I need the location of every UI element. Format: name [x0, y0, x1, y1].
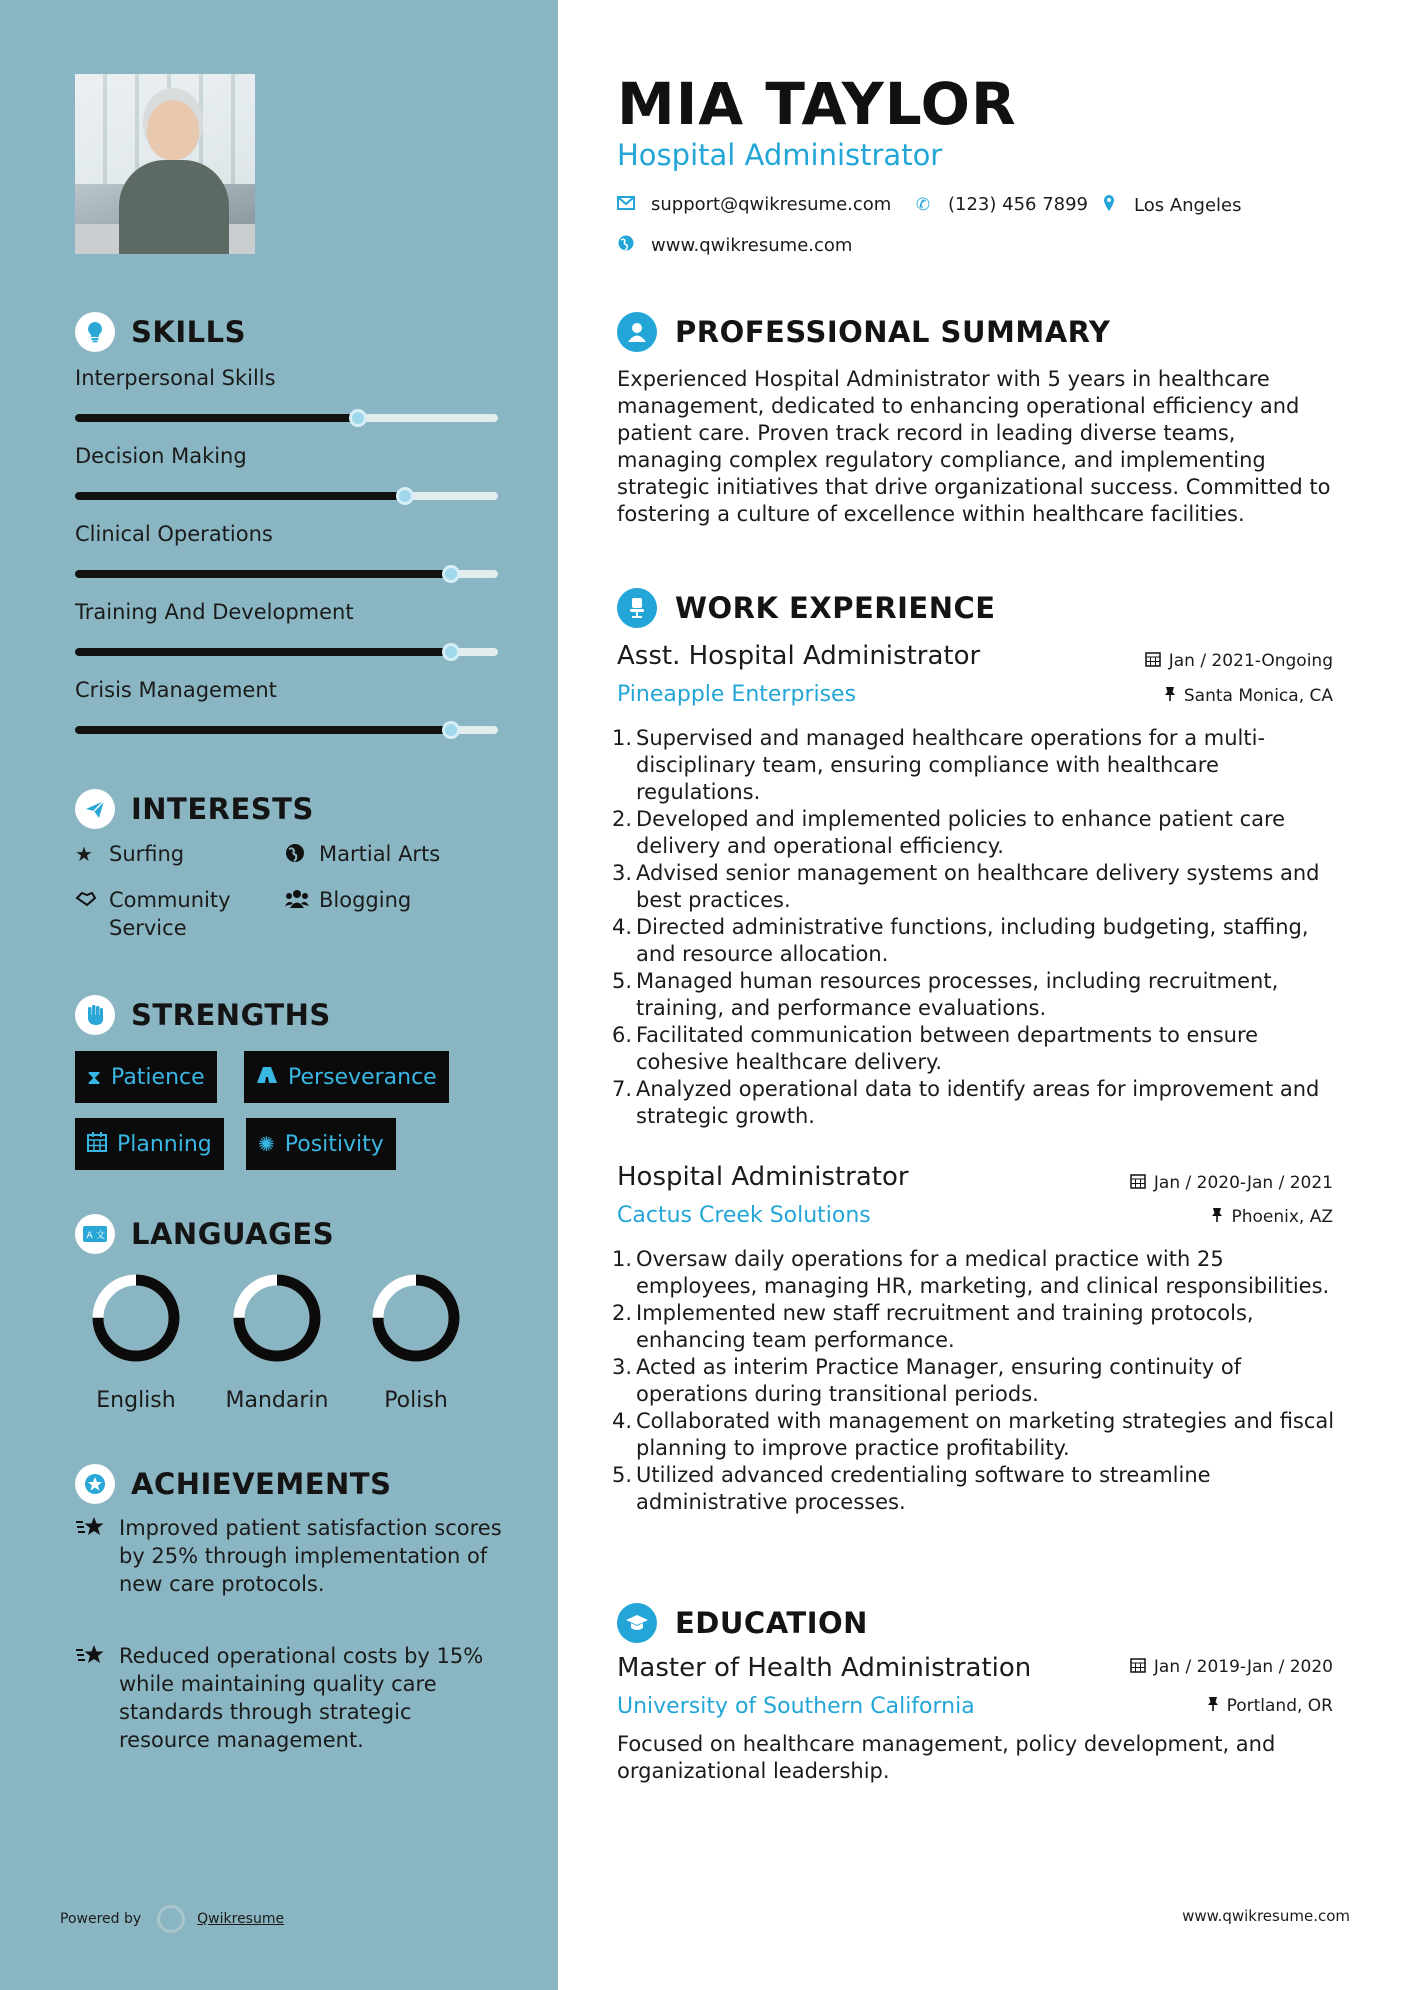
- qwikresume-logo-icon: [157, 1905, 185, 1933]
- sidebar: [0, 0, 558, 1990]
- summary-text: Experienced Hospital Administrator with 5 years in healthcare management, dedicated to enhancing operational efficiency and patient care. Proven track record in leading diverse teams, managing complex regulatory compliance, and implementing strategic initiatives that drive organizational success. Committed to fostering a culture of excellence within healthcare facilities.: [617, 367, 1331, 526]
- candidate-role: Hospital Administrator: [617, 138, 943, 172]
- skill-label: Decision Making: [75, 444, 247, 468]
- fist-icon: [75, 995, 115, 1035]
- degree-title: Master of Health Administration: [617, 1653, 1032, 1683]
- achievements-title: ACHIEVEMENTS: [131, 1467, 392, 1501]
- contact-phone[interactable]: ✆ (123) 456 7899: [915, 194, 1089, 215]
- envelope-icon: [617, 195, 635, 215]
- education-location: Portland, OR: [1207, 1696, 1333, 1716]
- strength-tag: ⧗ Patience: [75, 1051, 217, 1103]
- job-dates: Jan / 2021-Ongoing: [1145, 651, 1333, 671]
- languages-heading: [75, 1214, 334, 1254]
- skill-label: Clinical Operations: [75, 522, 273, 546]
- strength-tag: Perseverance: [244, 1051, 449, 1103]
- list-item: 2. Developed and implemented policies to enhance patient care delivery and operational efficiency.: [612, 807, 1286, 858]
- contact-email[interactable]: support@qwikresume.com: [617, 194, 891, 215]
- skill-label: Training And Development: [75, 600, 354, 624]
- list-item: 7. Analyzed operational data to identify areas for improvement and strategic growth.: [612, 1077, 1320, 1128]
- summary-heading: [617, 312, 1110, 352]
- language-ring: [88, 1270, 184, 1366]
- skill-label: Crisis Management: [75, 678, 277, 702]
- interest-item: Martial Arts: [285, 840, 440, 870]
- calendar-icon: [1130, 1657, 1146, 1677]
- strength-tag: ✺ Positivity: [246, 1118, 396, 1170]
- summary-title: PROFESSIONAL SUMMARY: [675, 315, 1111, 349]
- skill-bar: [75, 414, 498, 422]
- qwikresume-link[interactable]: Qwikresume: [197, 1911, 285, 1927]
- list-item: 1. Supervised and managed healthcare operations for a multi-disciplinary team, ensuring compliance with healthcare regulations.: [612, 726, 1266, 804]
- education-heading: [617, 1603, 868, 1643]
- strengths-heading: [75, 995, 331, 1035]
- hourglass-icon: ⧗: [87, 1065, 102, 1089]
- list-item: 3. Advised senior management on healthcare delivery systems and best practices.: [612, 861, 1320, 912]
- job-bullets: [612, 725, 1337, 1130]
- office-chair-icon: [617, 588, 657, 628]
- experience-title: WORK EXPERIENCE: [675, 591, 996, 625]
- job-title: Hospital Administrator: [617, 1162, 909, 1192]
- education-dates: Jan / 2019-Jan / 2020: [1130, 1657, 1333, 1677]
- language-item: [222, 1270, 332, 1413]
- skills-heading: [75, 312, 246, 352]
- education-title: EDUCATION: [675, 1606, 868, 1640]
- language-item: [361, 1270, 471, 1413]
- pin-icon: [1207, 1696, 1219, 1716]
- graduation-cap-icon: [617, 1603, 657, 1643]
- skill-item: [75, 522, 498, 546]
- road-icon: [256, 1065, 278, 1089]
- list-item: 6. Facilitated communication between departments to ensure cohesive healthcare delivery.: [612, 1023, 1259, 1074]
- skill-bar: [75, 492, 498, 500]
- language-ring: [229, 1270, 325, 1366]
- calendar-icon: [1130, 1173, 1146, 1193]
- skill-bar: [75, 726, 498, 734]
- language-label: Mandarin: [225, 1388, 329, 1413]
- shooting-star-icon: [75, 1514, 119, 1598]
- skill-item: [75, 366, 498, 390]
- skill-bar: [75, 570, 498, 578]
- strength-tag: Planning: [75, 1118, 224, 1170]
- profile-photo: [75, 74, 255, 254]
- language-item: [81, 1270, 191, 1413]
- company-name: Pineapple Enterprises: [617, 682, 857, 707]
- job-location: Phoenix, AZ: [1211, 1207, 1333, 1227]
- map-pin-icon: [1100, 194, 1118, 217]
- job-title: Asst. Hospital Administrator: [617, 641, 981, 671]
- list-item: 3. Acted as interim Practice Manager, ensuring continuity of operations during transitional periods.: [612, 1355, 1242, 1406]
- interest-item: Community Service: [75, 886, 265, 942]
- skill-item: [75, 678, 498, 702]
- lightbulb-icon: [75, 312, 115, 352]
- star-badge-icon: [75, 1464, 115, 1504]
- phone-icon: ✆: [915, 194, 931, 215]
- education-text: Focused on healthcare management, policy development, and organizational leadership.: [617, 1732, 1276, 1783]
- interests-title: INTERESTS: [131, 792, 314, 826]
- interests-heading: [75, 789, 314, 829]
- contact-location: Los Angeles: [1100, 194, 1242, 217]
- star-icon: ★: [75, 842, 93, 866]
- job-bullets: [612, 1246, 1337, 1516]
- company-name: Cactus Creek Solutions: [617, 1203, 871, 1228]
- list-item: 1. Oversaw daily operations for a medical practice with 25 employees, managing HR, marketing, and clinical responsibilities.: [612, 1247, 1330, 1298]
- language-ring: [368, 1270, 464, 1366]
- job-dates: Jan / 2020-Jan / 2021: [1130, 1173, 1333, 1193]
- skill-item: [75, 600, 498, 624]
- languages-title: LANGUAGES: [131, 1217, 335, 1251]
- calendar-icon: [87, 1132, 107, 1157]
- language-icon: [75, 1214, 115, 1254]
- powered-by: Powered by Qwikresume: [60, 1905, 284, 1933]
- shooting-star-icon: [75, 1642, 119, 1754]
- pin-icon: [1164, 686, 1176, 706]
- skills-title: SKILLS: [131, 315, 246, 349]
- svg-text:文: 文: [96, 1231, 106, 1241]
- achievement-item: Improved patient satisfaction scores by 25% through implementation of new care protocols.: [75, 1514, 505, 1598]
- list-item: 5. Utilized advanced credentialing software to streamline administrative processes.: [612, 1463, 1211, 1514]
- list-item: 5. Managed human resources processes, including recruitment, training, and performance evaluations.: [612, 969, 1279, 1020]
- list-item: 4. Collaborated with management on marketing strategies and fiscal planning to improve practice profitability.: [612, 1409, 1335, 1460]
- achievement-item: Reduced operational costs by 15% while maintaining quality care standards through strategic resource management.: [75, 1642, 505, 1754]
- interest-item: ★ Surfing: [75, 842, 185, 866]
- experience-heading: [617, 588, 996, 628]
- list-item: 4. Directed administrative functions, including budgeting, staffing, and resource allocation.: [612, 915, 1309, 966]
- skill-label: Interpersonal Skills: [75, 366, 276, 390]
- calendar-icon: [1145, 651, 1161, 671]
- sun-icon: ✺: [258, 1132, 275, 1156]
- globe-icon: [285, 840, 311, 870]
- user-icon: [617, 312, 657, 352]
- interest-item: Blogging: [285, 886, 411, 916]
- handshake-icon: [75, 886, 101, 915]
- contact-website[interactable]: www.qwikresume.com: [617, 235, 852, 256]
- strengths-title: STRENGTHS: [131, 998, 331, 1032]
- svg-text:A: A: [86, 1231, 93, 1241]
- skill-bar: [75, 648, 498, 656]
- language-label: English: [96, 1388, 176, 1413]
- list-item: 2. Implemented new staff recruitment and training protocols, enhancing team performance.: [612, 1301, 1254, 1352]
- users-icon: [285, 886, 311, 916]
- language-label: Polish: [384, 1388, 448, 1413]
- school-name: University of Southern California: [617, 1694, 975, 1719]
- globe-icon: [617, 235, 635, 256]
- achievements-heading: [75, 1464, 391, 1504]
- skill-item: [75, 444, 498, 468]
- job-location: Santa Monica, CA: [1164, 686, 1333, 706]
- paper-plane-icon: [75, 789, 115, 829]
- candidate-name: MIA TAYLOR: [617, 70, 1017, 138]
- pin-icon: [1211, 1207, 1223, 1227]
- footer-url[interactable]: www.qwikresume.com: [1182, 1907, 1350, 1925]
